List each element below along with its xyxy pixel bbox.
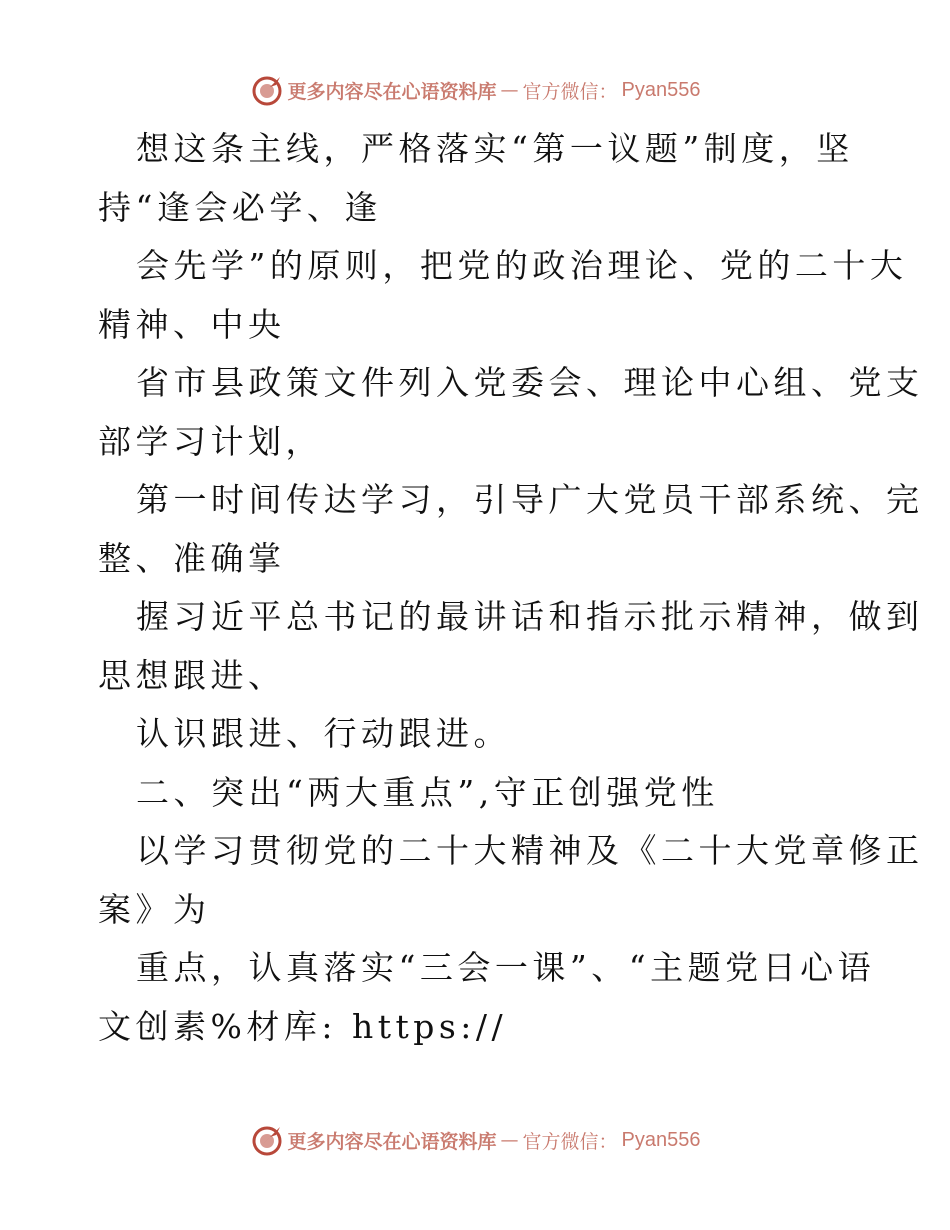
text-line: 想这条主线，严格落实“第一议题”制度，坚	[136, 129, 854, 168]
banner-wechat-label: 官方微信：	[522, 80, 618, 103]
footer-watermark-banner	[0, 1120, 950, 1160]
banner-wechat-label: 官方微信：	[522, 1130, 618, 1153]
text-line: 重点，认真落实“三会一课”、“主题党日心语	[136, 948, 876, 987]
banner-wechat-id: Pyan556	[621, 78, 701, 101]
text-line: 以学习贯彻党的二十大精神及《二十大党章修正	[136, 831, 924, 870]
banner-dash: —	[500, 79, 519, 101]
text-line: 第一时间传达学习，引导广大党员干部系统、完	[136, 480, 924, 519]
text-line: 持“逢会必学、逢	[98, 187, 382, 227]
section-heading: 二、突出“两大重点”,守正创强党性	[136, 772, 719, 812]
text-line: 省市县政策文件列入党委会、理论中心组、党支	[136, 363, 924, 402]
banner-dash: —	[500, 1129, 519, 1151]
banner-title: 更多内容尽在心语资料库	[287, 1130, 497, 1153]
text-line: 精神、中央	[98, 304, 286, 344]
quill-logo-icon	[250, 1123, 284, 1157]
text-line: 案》为	[98, 889, 211, 929]
text-line: 握习近平总书记的最讲话和指示批示精神，做到	[136, 597, 924, 636]
text-line-url: 文创素%材库: https://	[98, 1006, 508, 1046]
banner-wechat-id: Pyan556	[621, 1128, 701, 1151]
quill-logo-icon	[250, 73, 284, 107]
text-line: 整、准确掌	[98, 538, 286, 578]
banner-content	[250, 1123, 701, 1157]
text-line: 会先学”的原则，把党的政治理论、党的二十大	[136, 246, 908, 285]
text-line: 认识跟进、行动跟进。	[136, 714, 511, 753]
header-watermark-banner	[0, 70, 950, 110]
banner-title: 更多内容尽在心语资料库	[287, 80, 497, 103]
text-line: 部学习计划，	[98, 421, 323, 461]
document-body	[98, 120, 924, 1056]
banner-content	[250, 73, 701, 107]
text-line: 思想跟进、	[98, 655, 286, 695]
